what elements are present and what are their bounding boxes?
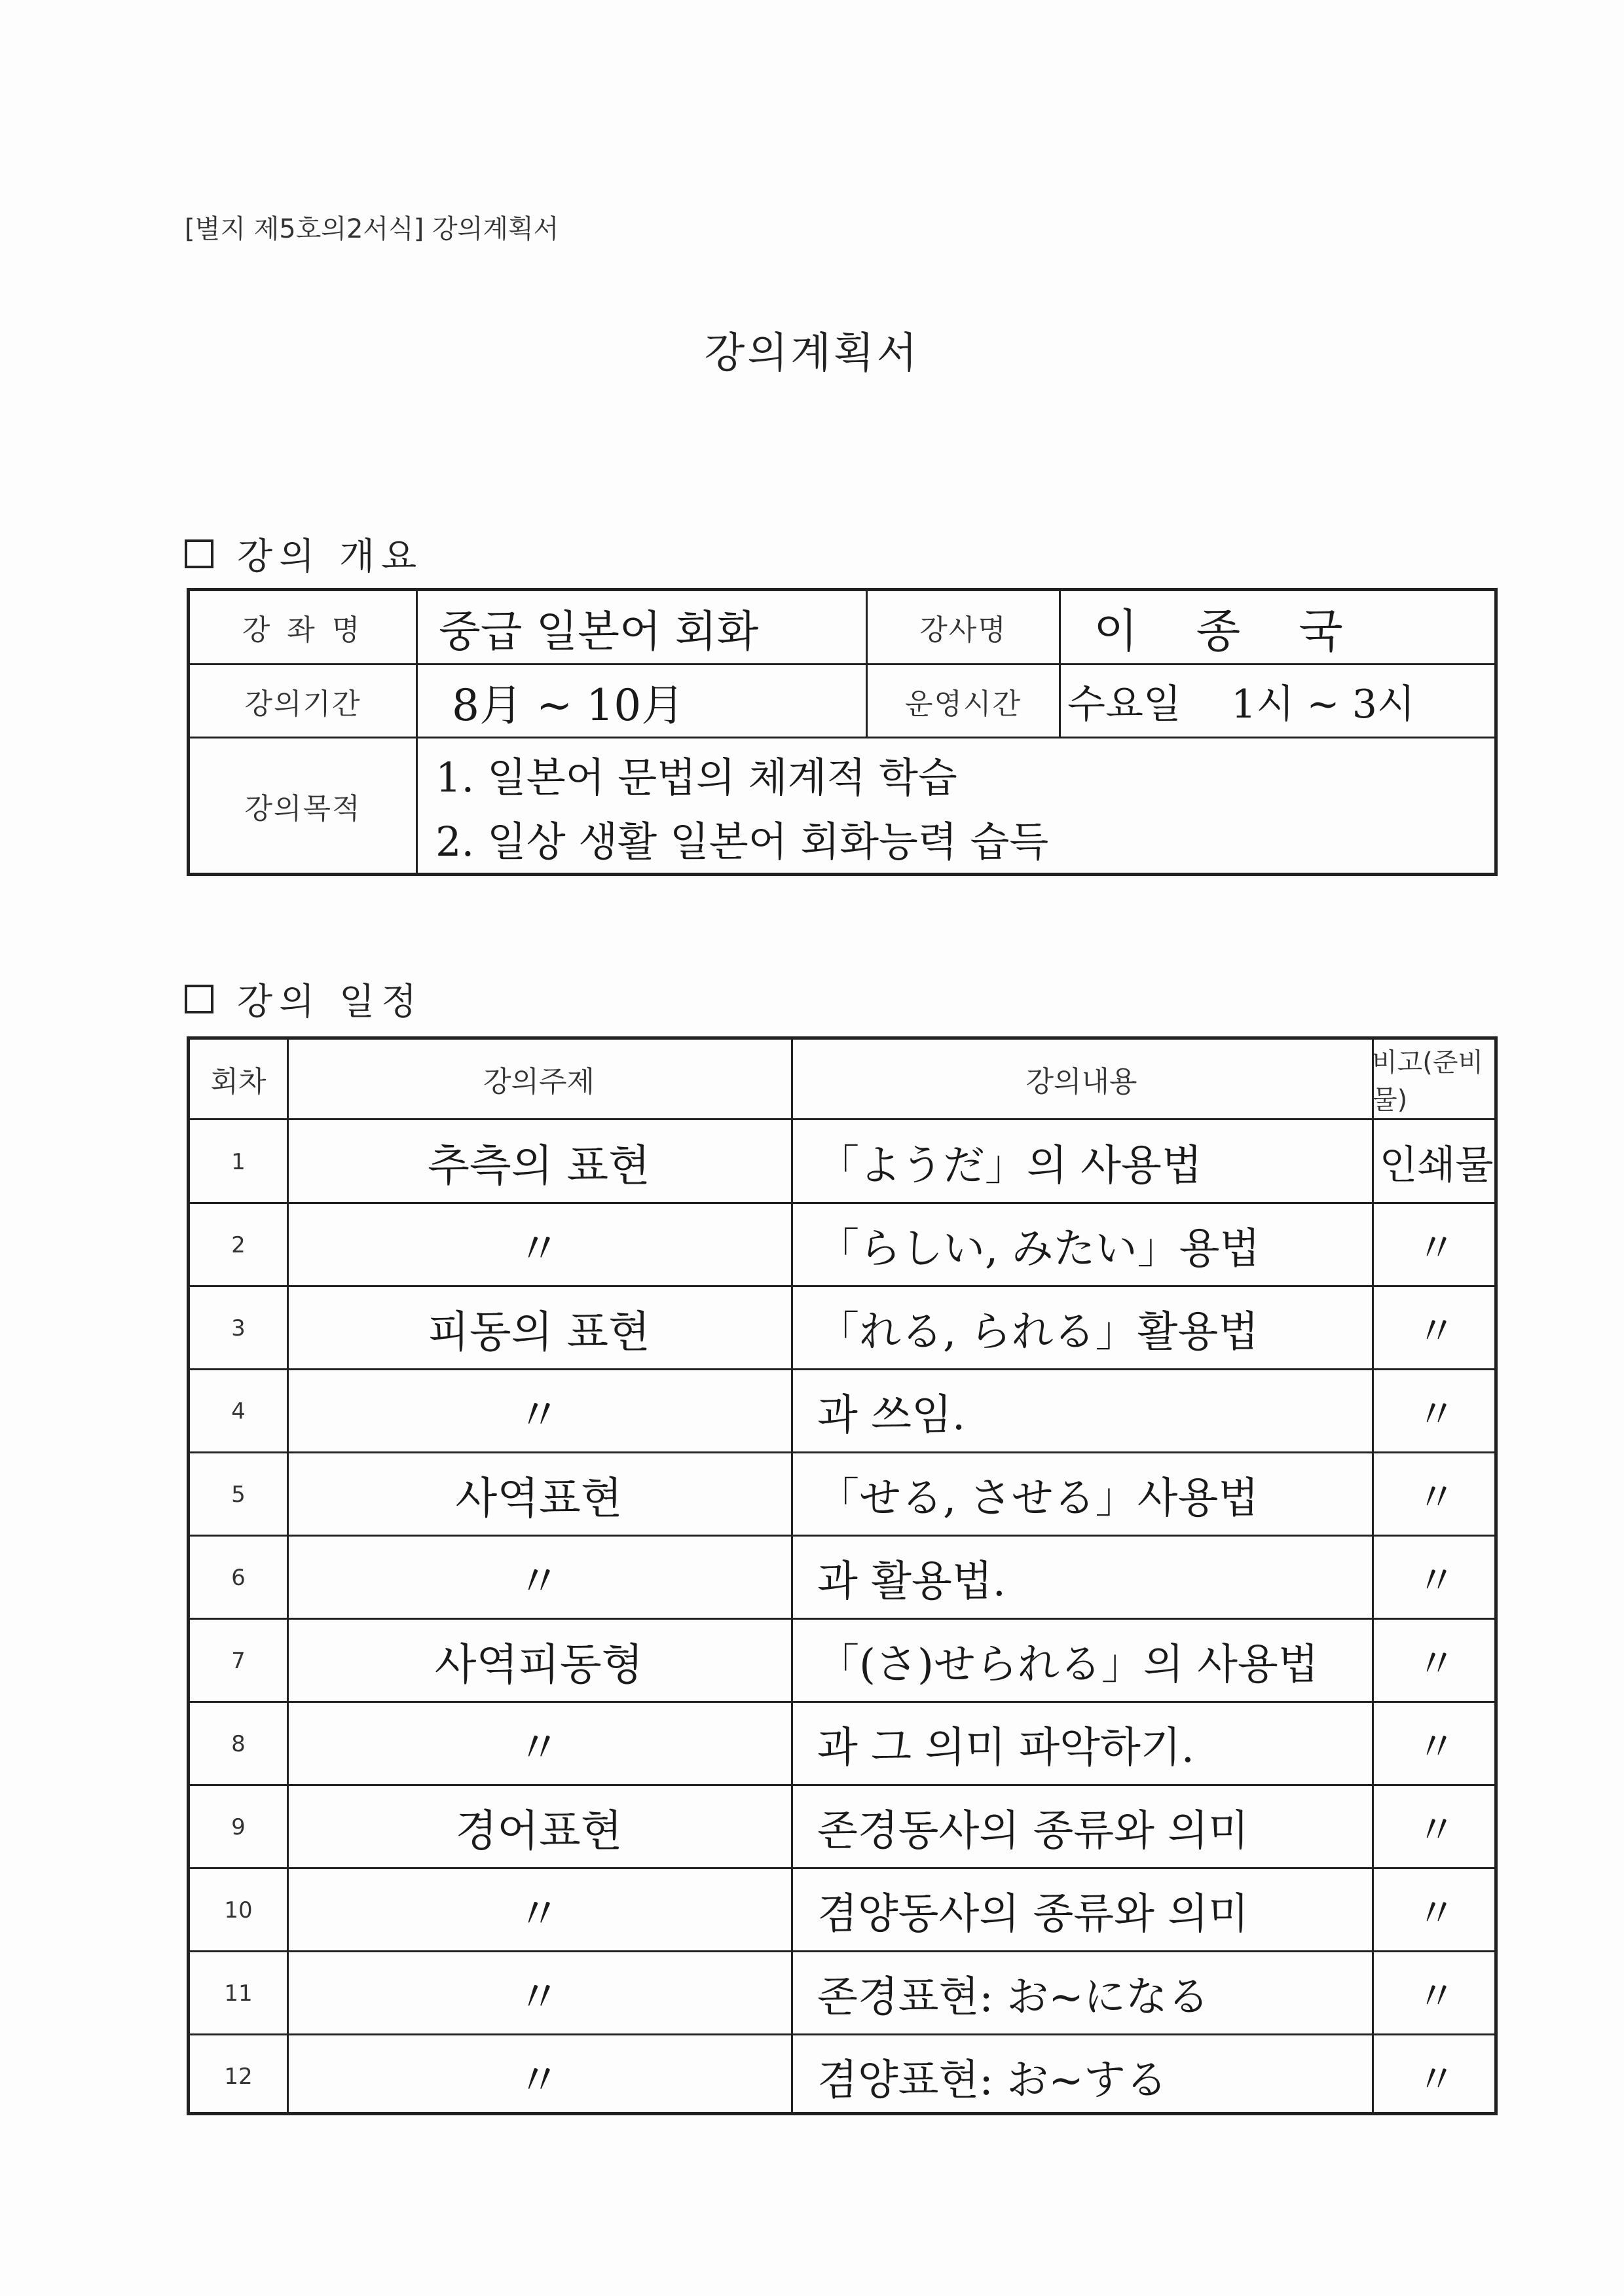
lecture-topic: 〃 [517,1390,561,1440]
lecture-note: 〃 [1416,1308,1456,1355]
schedule-heading-text: 강의 일정 [237,981,424,1023]
overview-heading [185,528,423,580]
lecture-note: 〃 [1416,1724,1456,1770]
session-number: 10 [224,1897,253,1923]
course-name-value: 중급 일본어 회화 [439,606,759,657]
period-label: 강의기간 [244,687,361,721]
session-number: 12 [224,2063,253,2090]
lecture-content: 과 활용법. [817,1557,1006,1606]
table-row [190,1785,1494,1868]
document-title: 강의계획서 [704,329,920,378]
lecture-content: 「せる, させる」사용법 [817,1474,1259,1523]
lecture-topic: 피동의 표현 [428,1307,650,1357]
column-header-topic: 강의주제 [483,1065,595,1099]
overview-table [187,588,1498,876]
hours-value: 수요일 1시 ~ 3시 [1067,682,1415,727]
table-row [190,1702,1494,1785]
table-row [190,1120,1494,1203]
lecture-content: 「ようだ」의 사용법 [817,1141,1202,1190]
table-row [190,1203,1494,1286]
instructor-value: 이 종 국 [1094,604,1343,658]
session-number: 7 [231,1647,246,1674]
lecture-content: 과 그 의미 파악하기. [817,1723,1194,1772]
table-row [190,1868,1494,1952]
lecture-content: 존경표현: お~になる [817,1973,1209,2022]
table-row [190,1536,1494,1619]
checkbox-icon [185,985,213,1013]
purpose-label: 강의목적 [244,792,361,826]
lecture-topic: 〃 [517,1722,561,1773]
lecture-topic: 경어표현 [455,1806,623,1856]
table-row [190,1370,1494,1453]
column-header-content: 강의내용 [1025,1065,1137,1099]
lecture-content: 「れる, られる」활용법 [817,1307,1259,1357]
session-number: 4 [231,1398,246,1425]
form-number: [별지 제5호의2서식] 강의계획서 [185,214,559,244]
lecture-topic: 사역표현 [455,1473,623,1523]
session-number: 9 [231,1813,246,1840]
schedule-table [187,1036,1498,2115]
table-row [190,1286,1494,1370]
column-header-notes: 비고(준비물) [1372,1048,1484,1115]
lecture-content: 「(さ)せられる」의 사용법 [817,1640,1319,1689]
lecture-topic: 〃 [517,1556,561,1607]
session-number: 11 [224,1980,253,2007]
purpose-item-2: 2. 일상 생활 일본어 회화능력 습득 [435,818,1049,866]
lecture-note: 인쇄물 [1379,1142,1494,1188]
lecture-note: 〃 [1416,1973,1456,2020]
lecture-note: 〃 [1416,1641,1456,1687]
lecture-topic: 추측의 표현 [428,1140,650,1191]
lecture-content: 과 쓰임. [817,1391,966,1440]
session-number: 6 [231,1564,246,1591]
lecture-note: 〃 [1416,1391,1456,1438]
column-header-session: 회차 [210,1065,267,1099]
lecture-topic: 〃 [517,1972,561,2022]
hours-label: 운영시간 [904,687,1022,721]
lecture-note: 〃 [1416,1807,1456,1853]
lecture-note: 〃 [1416,1890,1456,1937]
session-number: 2 [231,1231,246,1258]
session-number: 8 [231,1730,246,1757]
lecture-content: 「らしい, みたい」용법 [817,1224,1261,1273]
lecture-note: 〃 [1416,2056,1456,2103]
lecture-note: 〃 [1416,1474,1456,1521]
lecture-note: 〃 [1416,1558,1456,1604]
lecture-note: 〃 [1416,1225,1456,1271]
session-number: 5 [231,1481,246,1508]
instructor-label: 강사명 [919,613,1007,647]
table-row [190,1453,1494,1536]
lecture-content: 겸양동사의 종류와 의미 [817,1889,1249,1939]
table-row [190,2035,1494,2118]
schedule-heading [185,973,423,1025]
session-number: 3 [231,1315,246,1341]
lecture-content: 겸양표현: お~する [817,2056,1168,2105]
lecture-topic: 〃 [517,2055,561,2105]
lecture-topic: 〃 [517,1224,561,1274]
session-number: 1 [231,1148,246,1175]
purpose-item-1: 1. 일본어 문법의 체계적 학습 [435,754,957,801]
table-row [190,1952,1494,2035]
lecture-topic: 〃 [517,1889,561,1939]
lecture-topic: 사역피동형 [434,1639,644,1690]
overview-heading-text: 강의 개요 [237,536,424,578]
lecture-content: 존경동사의 종류와 의미 [817,1806,1249,1855]
course-name-label: 강 좌 명 [242,613,364,647]
table-row [190,1619,1494,1702]
checkbox-icon [185,539,213,568]
period-value: 8月 ~ 10月 [452,680,685,731]
